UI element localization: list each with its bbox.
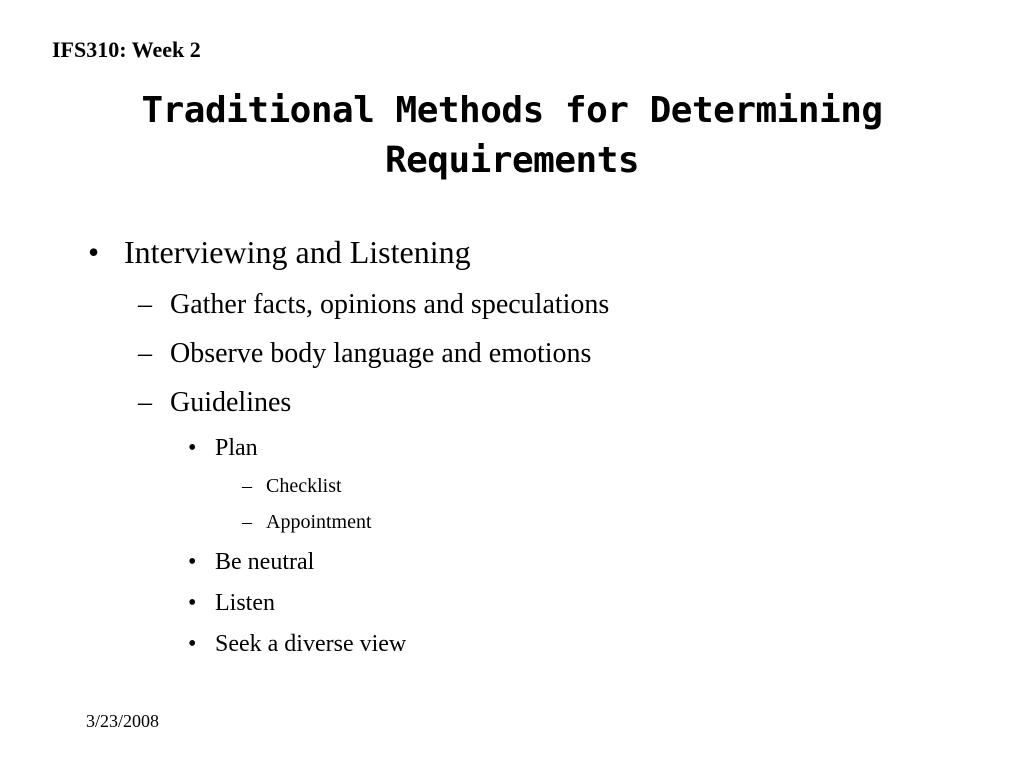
bullet-plan	[188, 434, 258, 462]
footer-date: 3/23/2008	[86, 711, 160, 731]
dash-marker: –	[242, 511, 252, 533]
bullet-text: Appointment	[266, 511, 372, 533]
bullet-text: Seek a diverse view	[215, 631, 407, 657]
bullet-text: Observe body language and emotions	[170, 338, 592, 369]
bullet-be-neutral	[188, 548, 315, 576]
bullet-interviewing	[88, 234, 471, 270]
bullet-marker: •	[188, 590, 197, 616]
bullet-text: Guidelines	[170, 387, 292, 418]
dash-marker: –	[138, 289, 152, 320]
bullet-text: Gather facts, opinions and speculations	[170, 289, 610, 320]
bullet-text: Interviewing and Listening	[124, 234, 471, 270]
bullet-checklist	[242, 474, 342, 498]
bullet-guidelines	[138, 387, 292, 419]
bullet-marker: •	[188, 549, 197, 575]
bullet-seek-diverse-view	[188, 630, 407, 658]
bullet-appointment	[242, 510, 372, 534]
bullet-observe	[138, 338, 592, 370]
dash-marker: –	[138, 338, 152, 369]
course-header: IFS310: Week 2	[52, 37, 201, 62]
dash-marker: –	[138, 387, 152, 418]
bullet-text: Plan	[215, 435, 258, 461]
bullet-text: Be neutral	[215, 549, 315, 575]
bullet-gather	[138, 289, 610, 321]
bullet-marker: •	[188, 631, 197, 657]
bullet-listen	[188, 589, 275, 617]
bullet-text: Listen	[215, 590, 275, 616]
dash-marker: –	[242, 475, 252, 497]
bullet-text: Checklist	[266, 475, 342, 497]
slide-title-line-2: Requirements	[384, 140, 640, 181]
slide-title-line-1: Traditional Methods for Determining	[141, 90, 883, 131]
bullet-marker: •	[88, 234, 100, 270]
bullet-marker: •	[188, 435, 197, 461]
